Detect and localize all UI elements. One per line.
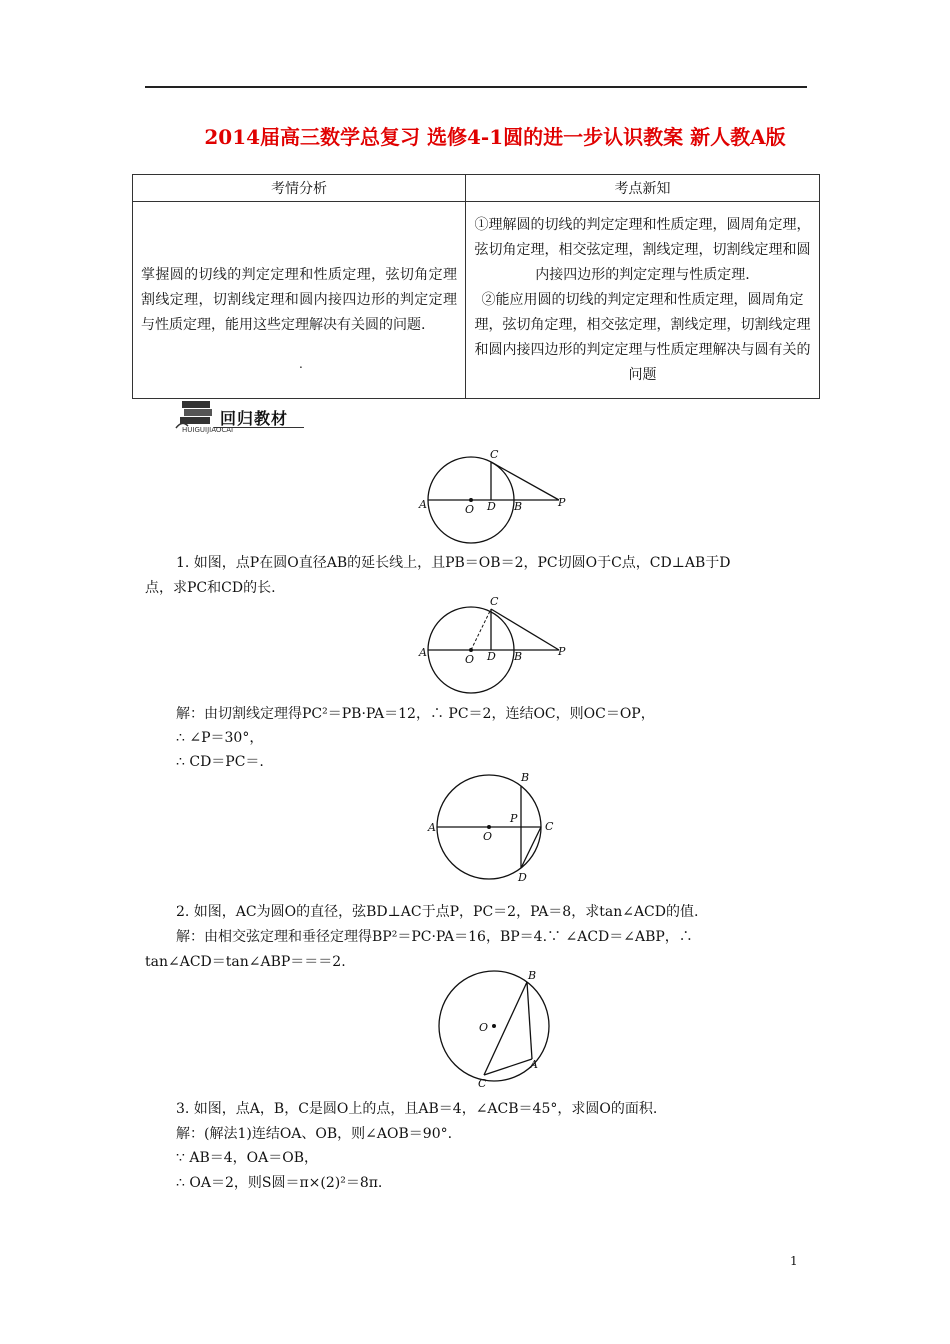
fig2-label-o: O [465,653,475,666]
analysis-table [132,174,820,399]
fig4-label-o: O [479,1021,489,1034]
fig1-label-d: D [487,500,496,513]
solution-3-line-2: ∵ AB＝4，OA＝OB， [176,1150,319,1166]
fig3-label-p: P [510,812,518,825]
section-banner [174,398,304,438]
fig1-label-p: P [558,496,566,509]
page-number: 1 [790,1254,798,1268]
fig2-label-d: D [487,650,496,663]
fig4-label-c: C [478,1077,487,1090]
problem-1-line-2: 点，求PC和CD的长. [145,580,276,596]
fig3-label-b: B [521,771,530,784]
knowledge-item-2: ②能应用圆的切线的判定定理和性质定理，圆周角定理，弦切角定理，相交弦定理，割线定理，切割线定理和圆内接四边形的判定定理与性质定理解决与圆有关的问题 [474,291,811,383]
section-banner-subtitle: HUIGUIJIAOCAI [182,426,234,434]
fig4-label-a: A [530,1058,538,1071]
fig2-line-oc [471,609,491,650]
knowledge-item-1: ①理解圆的切线的判定定理和性质定理，圆周角定理，弦切角定理，相交弦定理，割线定理，切割线定理和圆内接四边形的判定定理与性质定理. [474,216,811,283]
fig3-label-a: A [428,821,436,834]
problem-1-line-1: 1. 如图，点P在圆O直径AB的延长线上，且PB＝OB＝2，PC切圆O于C点，CD⊥AB于D [176,555,731,571]
figure-4 [432,968,562,1092]
solution-1-line-1: 解：由切割线定理得PC²＝PB·PA＝12，∴ PC＝2，连结OC，则OC＝OP， [176,706,655,722]
problem-2-line-1: 2. 如图，AC为圆O的直径，弦BD⊥AC于点P，PC＝2，PA＝8，求tan∠ACD的值. [176,904,699,920]
solution-2-line-1: 解：由相交弦定理和垂径定理得BP²＝PC·PA＝16，BP＝4.∵ ∠ACD＝∠ABP，∴ [176,929,693,945]
fig2-label-p: P [558,645,566,658]
fig4-label-b: B [528,969,537,982]
fig1-label-a: A [419,498,427,511]
fig2-tangent-cp [491,609,559,650]
fig1-label-b: B [514,500,523,513]
fig1-center [469,498,473,502]
table-cell-knowledge [466,202,820,399]
figure-3 [425,768,565,888]
solution-3-line-3: ∴ OA＝2，则S圆＝π×(2)²＝8π. [176,1175,383,1191]
solution-1-line-2: ∴ ∠P＝30°， [176,730,264,746]
fig3-label-d: D [518,871,527,884]
fig1-label-c: C [490,448,499,461]
stray-dot: . [299,357,303,371]
figure-1 [415,448,575,548]
top-rule [145,86,807,88]
fig1-tangent-cp [491,462,559,500]
fig1-label-o: O [465,503,475,516]
figure-2 [415,592,575,692]
fig2-label-c: C [490,595,499,608]
fig3-center [487,825,491,829]
fig2-label-a: A [419,646,427,659]
fig3-label-o: O [483,830,493,843]
solution-3-line-1: 解：(解法1)连结OA、OB，则∠AOB＝90°. [176,1126,453,1142]
table-cell-analysis [133,202,466,399]
table-header-knowledge: 考点新知 [466,175,820,202]
table-header-analysis: 考情分析 [133,175,466,202]
fig2-label-b: B [514,650,523,663]
fig3-line-dc [521,827,541,868]
fig4-chord-bc [484,982,527,1075]
problem-3-line-1: 3. 如图，点A，B，C是圆O上的点，且AB＝4，∠ACB＝45°，求圆O的面积. [176,1101,658,1117]
fig4-chord-ba [527,982,532,1059]
solution-1-line-3: ∴ CD＝PC＝. [176,754,264,770]
fig3-label-c: C [545,820,554,833]
analysis-text: 掌握圆的切线的判定定理和性质定理，弦切角定理割线定理，切割线定理和圆内接四边形的判定定理与性质定理，能用这些定理解决有关圆的问题. [141,266,457,333]
section-banner-title: 回归教材 [220,409,289,428]
document-title: 2014届高三数学总复习 选修4-1圆的进一步认识教案 新人教A版 [204,125,786,149]
fig4-chord-ca [484,1059,532,1075]
fig4-center [492,1024,496,1028]
solution-2-line-2: tan∠ACD＝tan∠ABP＝＝＝2. [145,954,346,970]
fig2-center [469,648,473,652]
